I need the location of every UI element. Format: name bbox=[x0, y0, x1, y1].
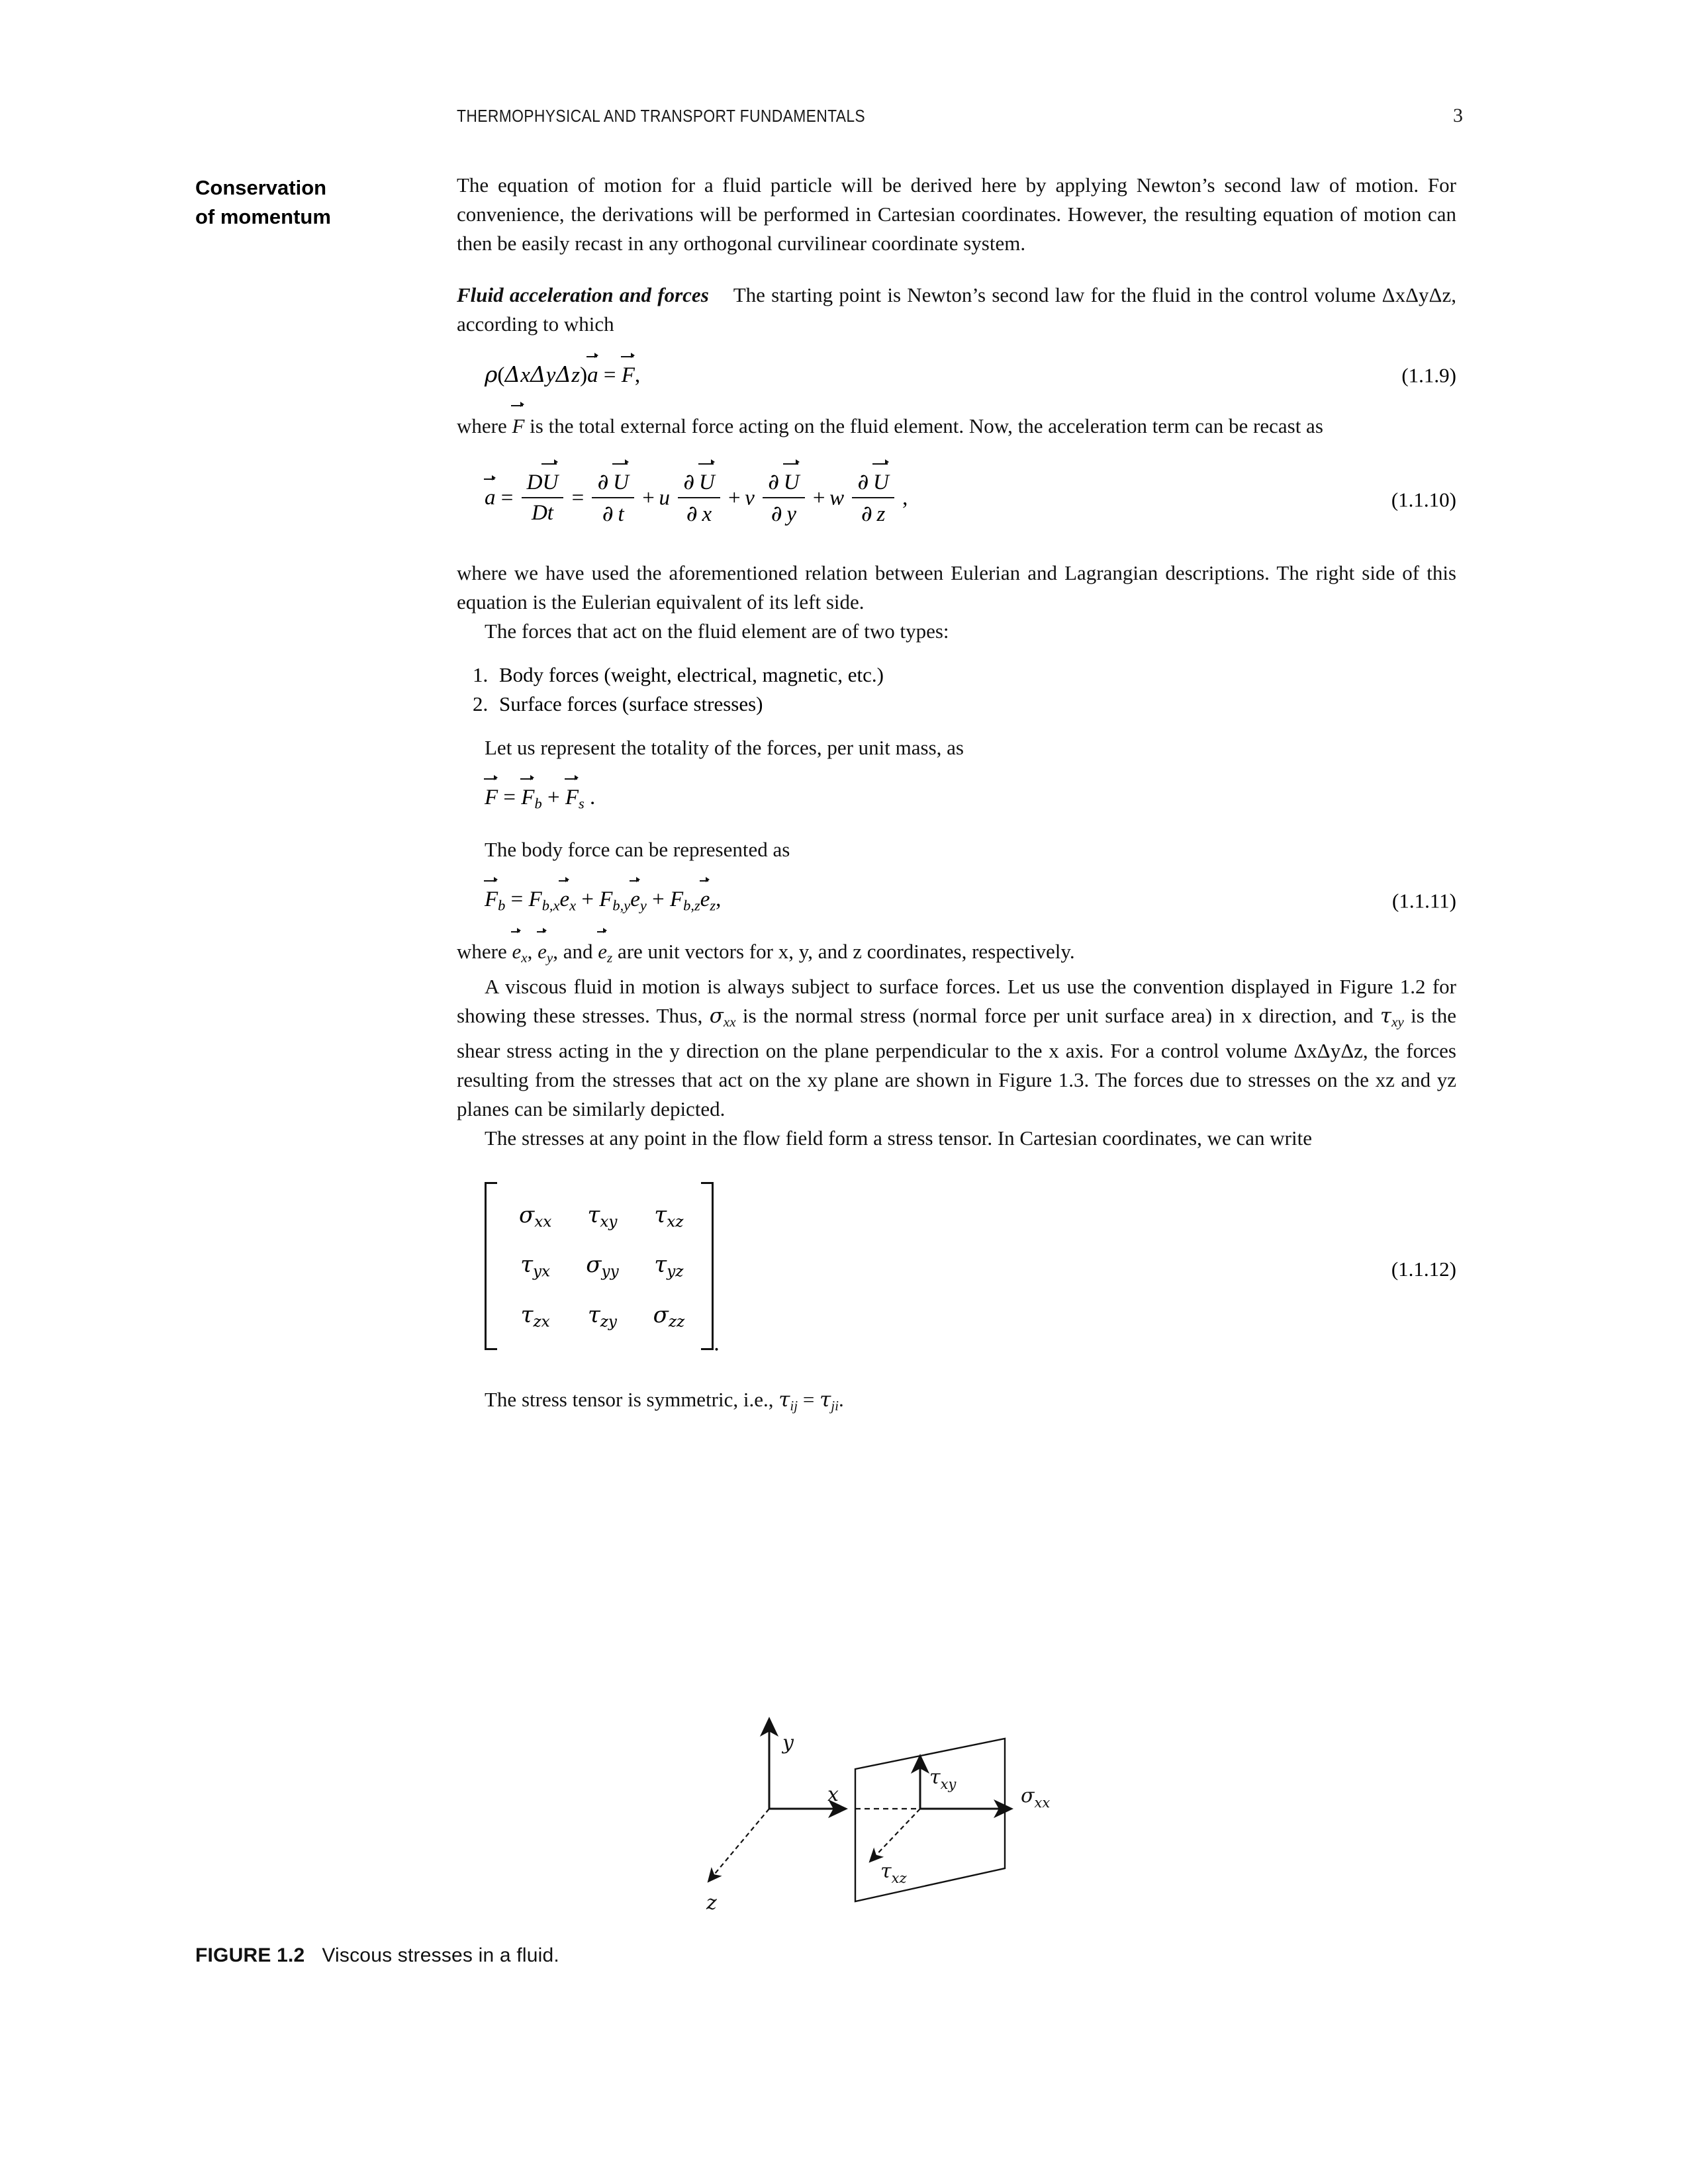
matrix-brackets bbox=[485, 1182, 714, 1350]
stress-plane bbox=[855, 1739, 1005, 1901]
paragraph-unit-vectors-sep2: , and bbox=[553, 940, 598, 964]
paragraph-viscous-fluid: A viscous fluid in motion is always subject to surface forces. Let us use the convention displayed in Figure 1.2 for showing these stresses. Thus, $\sigma_{xx}$ is the normal stress (normal force per unit surface area) in x direction, and $\tau_{xy}$ is the shear stress acting in the y direction on the plane perpendicular to the x axis. For a control volume ΔxΔyΔz, the forces resulting from the stresses that act on the xy plane are shown in Figure 1.3. The forces due to stresses on the xz and yz planes can be similarly depicted. bbox=[457, 975, 1456, 1120]
axis-label-z: z bbox=[706, 1891, 717, 1915]
matrix-cell: $\tau_{zy}$ bbox=[587, 1301, 617, 1331]
paragraph-eulerian-lagrangian: where we have used the aforementioned relation between Eulerian and Lagrangian descriptions. The right side of this equation is the Eulerian equivalent of its left side. bbox=[457, 561, 1456, 614]
figure-caption-text: Viscous stresses in a fluid. bbox=[322, 1944, 559, 1966]
figure-caption bbox=[195, 1944, 559, 1967]
vector-e-y: e bbox=[538, 937, 547, 966]
equation-1-1-10: a = $\frac{DU}{Dt}$ = $\frac{\partial U}{\partial t}$ + u $\frac{\partial U}{\partial x}$ + v $\frac{\partial U}{\partial y}$ + w $\frac{\partial U}{\partial z}$ , (1.1.10) bbox=[457, 470, 1456, 529]
paragraph-viscous-fluid-a: A viscous fluid in motion is always subject to surface forces. Let us use the convention displayed in Figure 1.2 for showing these stresses. Thus, bbox=[457, 975, 1456, 1028]
paragraph-symmetric-a: The stress tensor is symmetric, i.e., bbox=[485, 1388, 779, 1412]
paragraph-totality-forces: Let us represent the totality of the forces, per unit mass, as bbox=[485, 735, 964, 759]
paragraph-external-force-post: is the total external force acting on the fluid element. Now, the acceleration term can be recast as bbox=[524, 414, 1323, 437]
symbol-tau-ij: τ bbox=[778, 1388, 790, 1412]
paragraph-intro: The equation of motion for a fluid particle will be derived here by applying Newton’s second law of motion. For convenience, the derivations will be performed in Cartesian coordinates. However, the resulting equation of motion can then be easily recast in any orthogonal curvilinear coordinate system. bbox=[457, 173, 1456, 255]
page-number: 3 bbox=[1453, 105, 1463, 126]
matrix-cell: $\sigma_{zz}$ bbox=[653, 1301, 685, 1331]
symbol-sigma-xx: σ bbox=[709, 1004, 724, 1028]
paragraph-two-types: The forces that act on the fluid element are of two types: bbox=[485, 619, 949, 643]
list-item-label: Surface forces (surface stresses) bbox=[499, 692, 763, 715]
list-item bbox=[457, 690, 1456, 719]
paragraph-symmetric-tensor: The stress tensor is symmetric, i.e., $\tau_{ij} = \tau_{ji}$. bbox=[485, 1388, 844, 1414]
running-head: THERMOPHYSICAL AND TRANSPORT FUNDAMENTALS bbox=[457, 106, 866, 126]
matrix-cell: $\tau_{xz}$ bbox=[654, 1201, 684, 1231]
run-in-heading: Fluid acceleration and forces bbox=[457, 283, 709, 306]
paragraph-external-force bbox=[457, 412, 1456, 441]
axis-label-x: x bbox=[827, 1783, 839, 1806]
table-row bbox=[502, 1291, 702, 1341]
axis-z-line bbox=[708, 1809, 769, 1882]
sigma-xx-label: $\sigma_{xx}$ bbox=[1021, 1784, 1051, 1811]
paragraph-symmetric-c: . bbox=[838, 1388, 844, 1412]
margin-note-line-1: Conservation bbox=[195, 176, 327, 199]
equation-number-1-1-10: (1.1.10) bbox=[1391, 488, 1456, 512]
paragraph-unit-vectors: where $e_x$, $e_y$, and $e_z$ are unit vectors for x, y, and z coordinates, respectively. bbox=[457, 937, 1456, 972]
paragraph-symmetric-b: = bbox=[798, 1388, 820, 1412]
vector-e-x: e bbox=[512, 937, 521, 966]
paragraph-viscous-fluid-b: is the normal stress (normal force per unit surface area) in x direction, and bbox=[735, 1004, 1380, 1028]
tau-xy-label: $\tau_{xy}$ bbox=[929, 1766, 957, 1792]
symbol-tau-xy: τ bbox=[1380, 1004, 1392, 1028]
vector-F-inline: F bbox=[512, 412, 524, 441]
matrix-trailing-period: . bbox=[714, 1331, 720, 1356]
margin-note-line-2: of momentum bbox=[195, 205, 331, 228]
equation-1-1-9: ρ(ΔxΔyΔz)a = F, (1.1.9) bbox=[457, 361, 1456, 389]
paragraph-fluid-acceleration-text: The starting point is Newton’s second law for the fluid in the control volume ΔxΔyΔz, according to which bbox=[457, 283, 1456, 336]
vector-e-z: e bbox=[598, 937, 607, 966]
margin-note bbox=[195, 173, 434, 232]
equation-1-1-12 bbox=[457, 1182, 1456, 1356]
main-text-column bbox=[457, 171, 1456, 1420]
tau-xz-label: $\tau_{xz}$ bbox=[880, 1860, 907, 1886]
viscous-stress-diagram bbox=[457, 1691, 1456, 1942]
list-item-number: 2. bbox=[473, 692, 489, 715]
list-item-label: Body forces (weight, electrical, magnetic, etc.) bbox=[499, 662, 884, 686]
figure-1-2 bbox=[457, 1691, 1456, 1942]
matrix-cell: $\tau_{xy}$ bbox=[587, 1201, 618, 1231]
matrix-cell: $\tau_{yz}$ bbox=[654, 1251, 684, 1281]
tau-xz-arrow bbox=[870, 1809, 920, 1862]
paragraph-body-force: The body force can be represented as bbox=[485, 837, 790, 861]
paragraph-unit-vectors-post: are unit vectors for x, y, and z coordinates, respectively. bbox=[612, 940, 1075, 964]
paragraph-viscous-fluid-c: is the shear stress acting in the y direction on the plane perpendicular to the x axis. For a control volume ΔxΔyΔz, the forces resulting from the stresses that act on the xy plane are shown in Figure 1.3. The forces due to stresses on the xz and yz planes can be similarly depicted. bbox=[457, 1004, 1456, 1120]
equation-number-1-1-12: (1.1.12) bbox=[1391, 1257, 1456, 1281]
equation-1-1-11: $F_b = F_{b,x}e_x + F_{b,y}e_y + F_{b,z}e_z$, (1.1.11) bbox=[485, 887, 1456, 914]
stress-tensor-matrix bbox=[502, 1191, 702, 1341]
matrix-cell: $\tau_{zx}$ bbox=[520, 1301, 550, 1331]
figure-caption-label: FIGURE 1.2 bbox=[195, 1944, 305, 1966]
list-item-number: 1. bbox=[473, 662, 489, 686]
equation-number-1-1-9: (1.1.9) bbox=[1401, 363, 1456, 387]
table-row bbox=[502, 1241, 702, 1291]
axis-label-y: y bbox=[782, 1731, 794, 1754]
paragraph-fluid-acceleration bbox=[457, 281, 1456, 339]
paragraph-external-force-pre: where bbox=[457, 414, 512, 437]
list-item bbox=[457, 660, 1456, 690]
matrix-cell: $\tau_{yx}$ bbox=[520, 1251, 551, 1281]
matrix-cell: $\sigma_{yy}$ bbox=[586, 1251, 619, 1281]
force-types-list bbox=[457, 660, 1456, 719]
paragraph-unit-vectors-pre: where bbox=[457, 940, 512, 964]
equation-force-decomposition: $F = F_b + F_s$ . bbox=[485, 785, 596, 812]
table-row bbox=[502, 1191, 702, 1241]
paragraph-stress-tensor: The stresses at any point in the flow field form a stress tensor. In Cartesian coordinates, we can write bbox=[485, 1126, 1312, 1150]
paragraph-unit-vectors-sep1: , bbox=[527, 940, 538, 964]
matrix-cell: $\sigma_{xx}$ bbox=[519, 1201, 552, 1231]
symbol-tau-ji: τ bbox=[820, 1388, 831, 1412]
equation-number-1-1-11: (1.1.11) bbox=[1392, 889, 1456, 913]
